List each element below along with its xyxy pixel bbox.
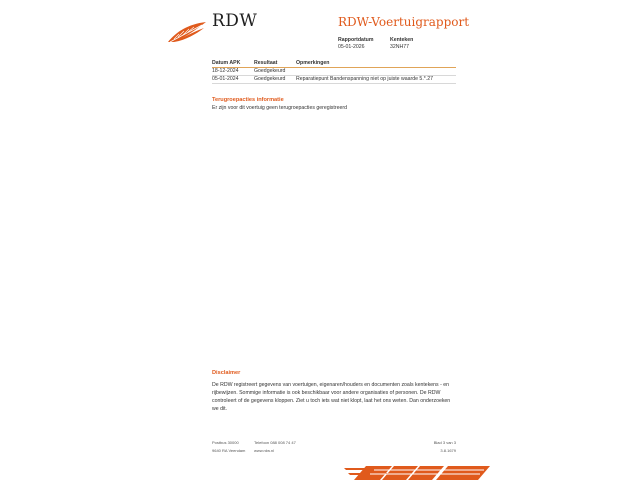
disclaimer-line: rijbewijzen. Sommige informatie is ook beschikbaar voor andere organisaties of personen. De RDW <box>212 390 441 397</box>
column-header-date: Datum APK <box>212 60 241 66</box>
recall-section-title: Terugroepacties informatie <box>212 97 284 103</box>
recall-text: Er zijn voor dit voertuig geen terugroepacties geregistreerd <box>212 105 347 111</box>
disclaimer-line: we dit. <box>212 406 227 413</box>
logo-text: RDW <box>212 11 258 31</box>
column-header-result: Resultaat <box>254 60 278 66</box>
report-date-value: 05-01-2026 <box>338 44 365 50</box>
footer-website[interactable]: www.rdw.nl <box>254 448 275 453</box>
disclaimer-title: Disclaimer <box>212 370 241 376</box>
table-cell-result: Goedgekeurd <box>254 76 286 82</box>
column-header-remarks: Opmerkingen <box>296 60 330 66</box>
disclaimer-text <box>212 381 462 413</box>
disclaimer-line: De RDW registreert gegevens van voertuigen, eigenaren/houders en documenten zoals kentekens - en <box>212 382 450 388</box>
table-cell-remarks: Reparatiepunt Bandenspanning niet op juiste waarde 5.*.27 <box>296 76 433 82</box>
table-cell-result: Goedgekeurd <box>254 68 286 74</box>
footer-address: 9640 RA Veendam <box>212 448 246 453</box>
document-title: RDW-Voertuigrapport <box>338 15 470 29</box>
report-date-label: Rapportdatum <box>338 37 374 43</box>
footer-version: 3.8.1679 <box>440 448 456 453</box>
disclaimer-line: controleert of de gegevens kloppen. Ziet u toch iets wat niet klopt, laat het ons weten. Dan onderzoeken <box>212 398 451 405</box>
footer-phone: Telefoon 088 008 74 47 <box>254 440 296 445</box>
table-row-divider <box>212 83 456 84</box>
plate-value: 32NH77 <box>390 44 410 50</box>
plate-label: Kenteken <box>390 37 414 43</box>
table-cell-date: 05-01-2024 <box>212 76 239 82</box>
footer-page-number: Blad 3 van 3 <box>433 440 456 445</box>
table-cell-date: 18-12-2024 <box>212 68 239 74</box>
footer-postbus: Postbus 30000 <box>212 440 239 445</box>
table-header-rule <box>212 67 456 68</box>
brand-stripes-graphic <box>344 464 492 480</box>
rdw-logo-icon <box>166 20 208 44</box>
